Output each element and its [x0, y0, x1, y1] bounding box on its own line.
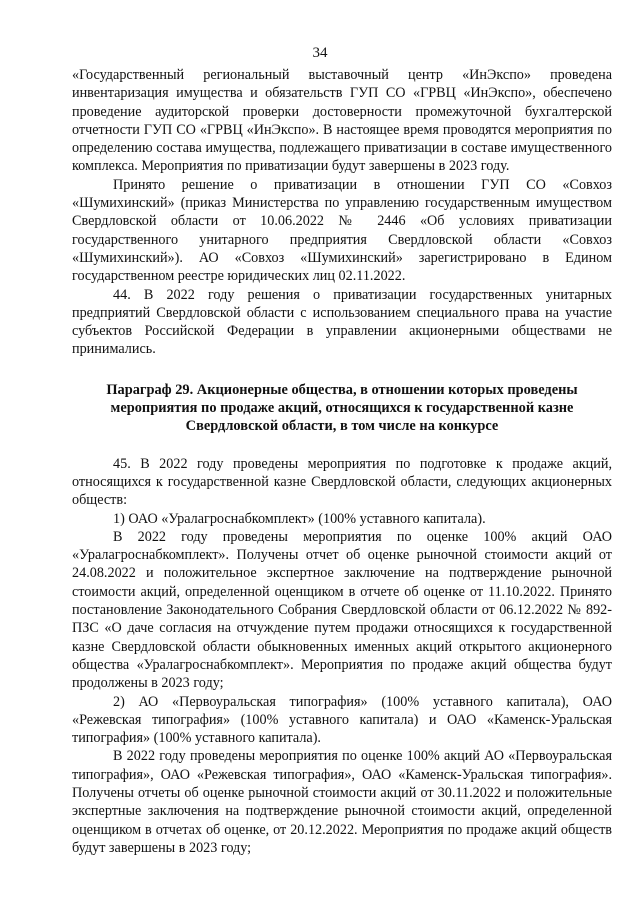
paragraph-item-44: 44. В 2022 году решения о приватизации государственных унитарных предприятий Свердловской области с использованием специального права на участие субъектов Российской Федерации в управлении акционерными обществами не принимались.: [72, 286, 612, 358]
paragraph-subitem-1: 1) ОАО «Уралагроснабкомплект» (100% уставного капитала).: [113, 510, 486, 527]
paragraph-item-45: 45. В 2022 году проведены мероприятия по подготовке к продаже акций, относящихся к государственной казне Свердловской области, следующих акционерных обществ:: [72, 455, 612, 509]
paragraph-inexpo-privatization: «Государственный региональный выставочный центр «ИнЭкспо» проведена инвентаризация имущества и обязательств ГУП СО «ГРВЦ «ИнЭкспо», обеспечено проведение аудиторской проверки достоверности промежуточной бухгалтерской отчетности ГУП СО «ГРВЦ «ИнЭкспо». В настоящее время проводятся мероприятия по определению состава имущества, подлежащего приватизации в составе имущественного комплекса. Мероприятия по приватизации будут завершены в 2023 году.: [72, 67, 612, 175]
section-heading: Параграф 29. Акционерные общества, в отношении которых проведены мероприятия по продаже акций, относящихся к государственной казне Свердловской области, в том числе на конкурсе: [106, 381, 578, 435]
paragraph-shumikhinsky-decision: Принято решение о приватизации в отношении ГУП СО «Совхоз «Шумихинский» (приказ Министерства по управлению государственным имуществом Свердловской области от 10.06.2022 № 2446 «Об условиях приватизации государственного унитарного предприятия Свердловской области «Совхоз «Шумихинский»). АО «Совхоз «Шумихинский» зарегистрировано в Едином государственном реестре юридических лиц 02.11.2022.: [72, 176, 612, 285]
paragraph-uralagrosnab-valuation: В 2022 году проведены мероприятия по оценке 100% акций ОАО «Уралагроснабкомплект». Получены отчет об оценке рыночной стоимости акций от 24.08.2022 и положительное экспертное заключение на подтверждение рыночной стоимости акций, определенной оценщиком в отчете об оценке от 11.10.2022. Принято постановление Законодательного Собрания Свердловской области от 06.12.2022 № 892-ПЗС «О даче согласия на отчуждение путем продажи относящихся к государственной казне Свердловской области обыкновенных именных акций открытого акционерного общества «Уралагроснабкомплект». Мероприятия по продаже акций общества будут продолжены в 2023 году;: [72, 528, 612, 692]
paragraph-subitem-2: 2) АО «Первоуральская типография» (100% уставного капитала), ОАО «Режевская типография» (100% уставного капитала) и ОАО «Каменск-Уральская типография» (100% уставного капитала).: [72, 693, 612, 747]
paragraph-typography-valuation: В 2022 году проведены мероприятия по оценке 100% акций АО «Первоуральская типография», ОАО «Режевская типография», ОАО «Каменск-Уральская типография». Получены отчеты об оценке рыночной стоимости акций от 30.11.2022 и положительные экспертные заключения на подтверждение рыночной стоимости акций, определенной оценщиком в отчетах об оценке, от 20.12.2022. Мероприятия по продаже акций обществ будут завершены в 2023 году;: [72, 748, 612, 856]
page-number: 34: [312, 45, 328, 61]
document-body: [72, 66, 612, 857]
